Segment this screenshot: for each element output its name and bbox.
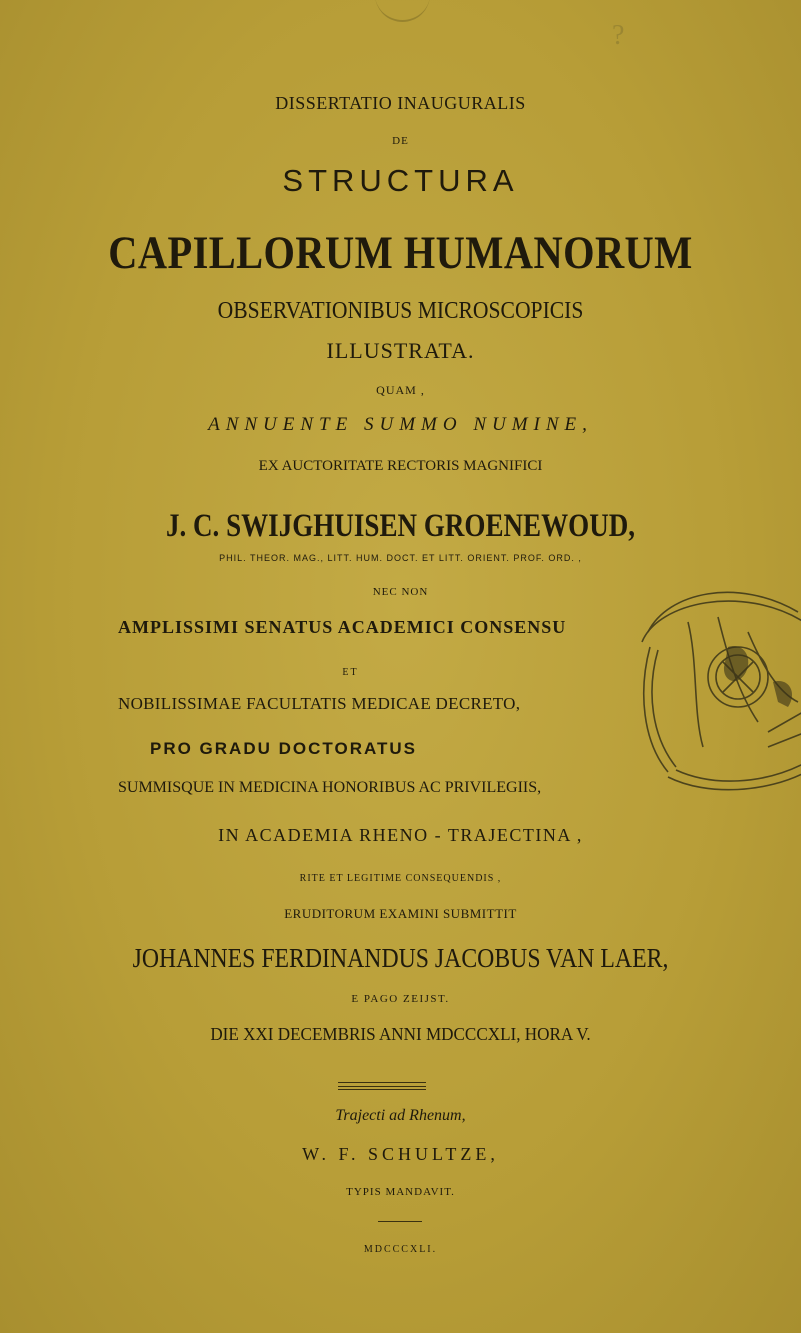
amplissimi-line: AMPLISSIMI SENATUS ACADEMICI CONSENSU — [118, 617, 567, 637]
et-line: ET — [342, 667, 359, 678]
summisque-line: SUMMISQUE IN MEDICINA HONORIBUS AC PRIVILEGIIS, — [118, 779, 542, 796]
structura-line: STRUCTURA — [282, 163, 519, 198]
dissertatio-heading: DISSERTATIO INAUGURALIS — [275, 93, 526, 113]
divider-rule — [338, 1082, 426, 1083]
rector-name: J. C. SWIJGHUISEN GROENEWOUD, — [165, 508, 636, 544]
imprint-place: Trajecti ad Rhenum, — [335, 1107, 466, 1124]
eruditorum-line: ERUDITORUM EXAMINI SUBMITTIT — [284, 906, 517, 921]
pro-gradu-line: PRO GRADU DOCTORATUS — [150, 739, 417, 758]
divider-rule — [338, 1086, 426, 1087]
typis-line: TYPIS MANDAVIT. — [346, 1186, 455, 1198]
page-tear — [375, 0, 430, 22]
main-title: CAPILLORUM HUMANORUM — [108, 227, 693, 279]
subtitle-observationibus: OBSERVATIONIBUS MICROSCOPICIS — [217, 298, 584, 324]
rector-titles: PHIL. THEOR. MAG., LITT. HUM. DOCT. ET LITT. ORIENT. PROF. ORD. , — [219, 553, 582, 563]
author-name: JOHANNES FERDINANDUS JACOBUS VAN LAER, — [132, 943, 669, 973]
printer-name: W. F. SCHULTZE, — [302, 1144, 499, 1164]
ex-auctoritate-line: EX AUCTORITATE RECTORIS MAGNIFICI — [258, 458, 543, 474]
rite-line: RITE ET LEGITIME CONSEQUENDIS , — [299, 873, 502, 884]
in-academia-line: IN ACADEMIA RHENO - TRAJECTINA , — [218, 825, 583, 845]
quam-line: QUAM , — [376, 383, 425, 397]
bleed-through-mark: ? — [612, 20, 625, 51]
library-stamp-icon — [628, 572, 801, 802]
subtitle-illustrata: ILLUSTRATA. — [326, 338, 475, 363]
divider-rule — [338, 1089, 426, 1090]
imprint-year: MDCCCXLI. — [363, 1244, 438, 1255]
short-rule — [378, 1221, 422, 1222]
de-line: DE — [392, 135, 409, 147]
date-line: DIE XXI DECEMBRIS ANNI MDCCCXLI, HORA V. — [210, 1024, 591, 1044]
nobilissimae-line: NOBILISSIMAE FACULTATIS MEDICAE DECRETO, — [118, 694, 521, 713]
nec-non-line: NEC NON — [372, 586, 429, 598]
e-pago-line: E PAGO ZEIJST. — [351, 993, 450, 1005]
annuente-line: ANNUENTE SUMMO NUMINE, — [208, 414, 593, 435]
